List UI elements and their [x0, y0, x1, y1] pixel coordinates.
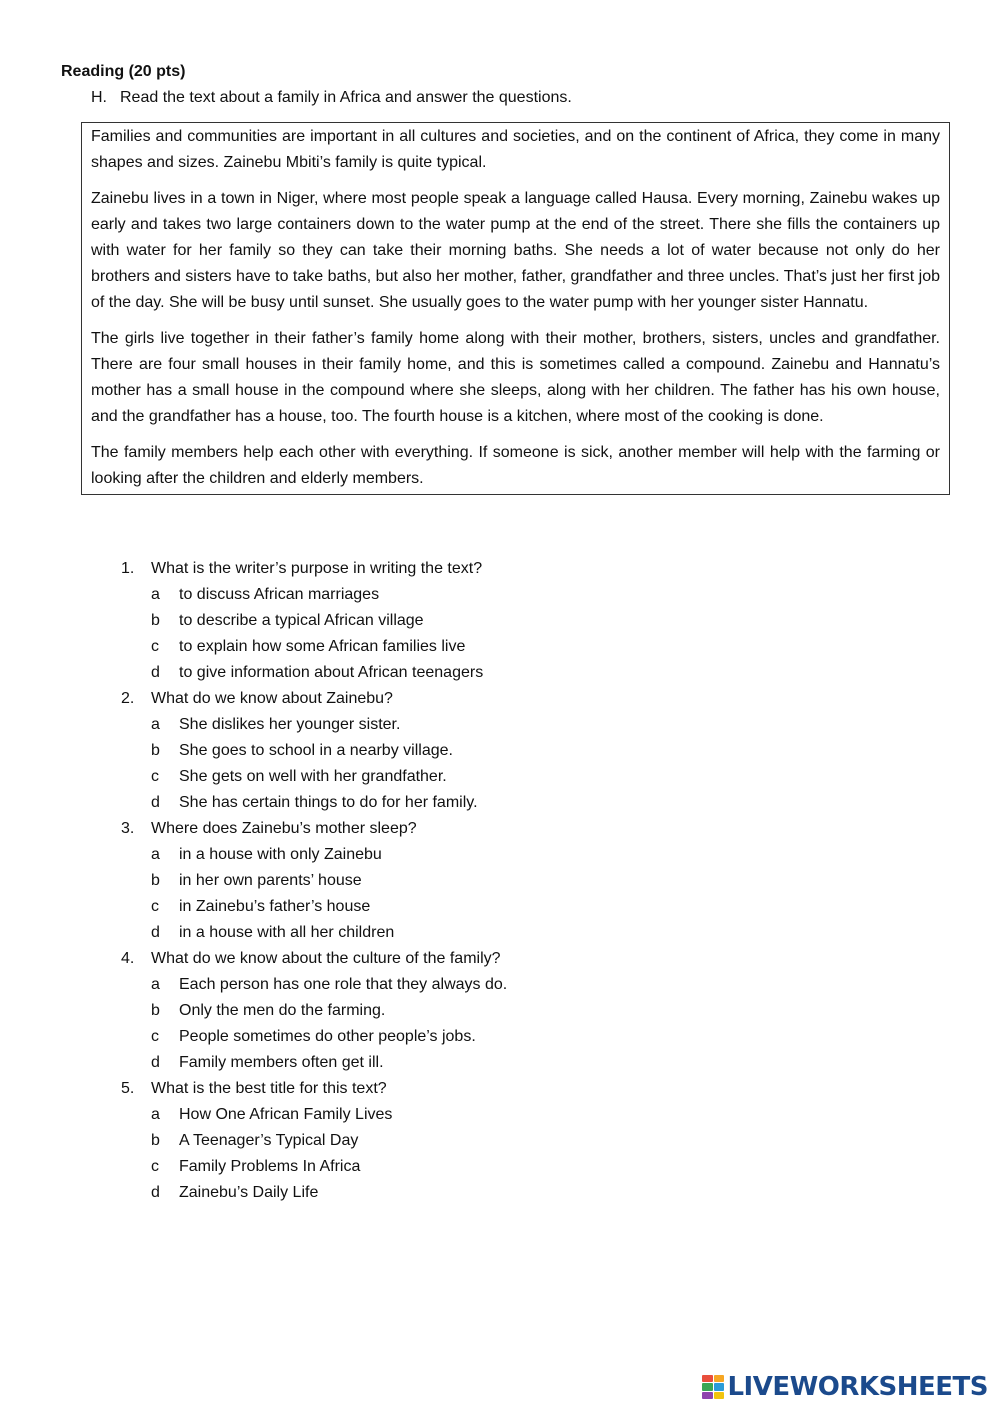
option-text: She has certain things to do for her family.: [179, 794, 478, 811]
instruction-text: Read the text about a family in Africa and answer the questions.: [120, 89, 572, 106]
option-2c[interactable]: [121, 764, 821, 790]
section-title: Reading (20 pts): [61, 63, 186, 80]
question-text: What is the best title for this text?: [151, 1080, 387, 1097]
option-text: People sometimes do other people’s jobs.: [179, 1028, 476, 1045]
option-text: to explain how some African families live: [179, 638, 466, 655]
question-number: 4.: [121, 950, 135, 967]
option-letter: c: [151, 1028, 159, 1045]
option-letter: d: [151, 1054, 160, 1071]
option-letter: b: [151, 612, 160, 629]
option-1c[interactable]: [121, 634, 821, 660]
option-text: She gets on well with her grandfather.: [179, 768, 447, 785]
option-letter: b: [151, 742, 160, 759]
option-2d[interactable]: [121, 790, 821, 816]
option-letter: d: [151, 1184, 160, 1201]
option-4d[interactable]: [121, 1050, 821, 1076]
option-3b[interactable]: [121, 868, 821, 894]
option-3c[interactable]: [121, 894, 821, 920]
logo-tile: [714, 1383, 725, 1390]
option-1a[interactable]: [121, 582, 821, 608]
option-1b[interactable]: [121, 608, 821, 634]
reading-passage: [81, 122, 950, 495]
instruction-letter: H.: [91, 89, 107, 106]
option-letter: c: [151, 898, 159, 915]
passage-paragraph: The family members help each other with everything. If someone is sick, another member will help with the farming or looking after the children and elderly members.: [91, 444, 940, 487]
option-text: to describe a typical African village: [179, 612, 424, 629]
option-letter: c: [151, 1158, 159, 1175]
option-text: Family members often get ill.: [179, 1054, 384, 1071]
passage-paragraph: Zainebu lives in a town in Niger, where most people speak a language called Hausa. Every morning, Zainebu wakes up early and takes two large containers down to the water pump at the end of the street. There she fills the containers up with water for her family so they can take their morning baths. She needs a lot of water because not only do her brothers and sisters have to take baths, but also her mother, father, grandfather and three uncles. That’s just her first job of the day. She will be busy until sunset. She usually goes to the water pump with her younger sister Hannatu.: [91, 190, 940, 311]
question-2: [121, 686, 821, 712]
option-letter: c: [151, 768, 159, 785]
option-3d[interactable]: [121, 920, 821, 946]
option-text: to give information about African teenagers: [179, 664, 484, 681]
option-text: in a house with only Zainebu: [179, 846, 382, 863]
option-letter: d: [151, 794, 160, 811]
logo-tile: [714, 1375, 725, 1382]
option-text: Zainebu’s Daily Life: [179, 1184, 319, 1201]
instruction: [91, 87, 572, 109]
option-text: Family Problems In Africa: [179, 1158, 361, 1175]
question-number: 5.: [121, 1080, 135, 1097]
passage-paragraph: Families and communities are important in all cultures and societies, and on the continent of Africa, they come in many shapes and sizes. Zainebu Mbiti’s family is quite typical.: [91, 128, 940, 171]
question-number: 3.: [121, 820, 135, 837]
option-text: A Teenager’s Typical Day: [179, 1132, 359, 1149]
question-number: 2.: [121, 690, 135, 707]
option-5a[interactable]: [121, 1102, 821, 1128]
question-text: What do we know about Zainebu?: [151, 690, 393, 707]
question-4: [121, 946, 821, 972]
option-letter: d: [151, 924, 160, 941]
option-text: in her own parents’ house: [179, 872, 362, 889]
liveworksheets-logo[interactable]: [702, 1372, 988, 1402]
option-text: Only the men do the farming.: [179, 1002, 386, 1019]
question-number: 1.: [121, 560, 135, 577]
question-3: [121, 816, 821, 842]
option-text: to discuss African marriages: [179, 586, 380, 603]
option-2a[interactable]: [121, 712, 821, 738]
question-list: [121, 556, 821, 1206]
liveworksheets-logo-icon: [702, 1375, 724, 1399]
option-5c[interactable]: [121, 1154, 821, 1180]
option-text: She goes to school in a nearby village.: [179, 742, 453, 759]
logo-tile: [702, 1375, 713, 1382]
logo-text: LIVEWORKSHEETS: [727, 1372, 988, 1402]
option-letter: a: [151, 586, 160, 603]
option-text: How One African Family Lives: [179, 1106, 393, 1123]
option-text: in Zainebu’s father’s house: [179, 898, 371, 915]
option-4a[interactable]: [121, 972, 821, 998]
passage-paragraph: The girls live together in their father’s family home along with their mother, brothers, sisters, uncles and grandfather. There are four small houses in their family home, and this is sometimes called a compound. Zainebu and Hannatu’s mother has a small house in the compound where she sleeps, along with her children. The father has his own house, and the grandfather has a house, too. The fourth house is a kitchen, where most of the cooking is done.: [91, 330, 940, 425]
option-text: in a house with all her children: [179, 924, 395, 941]
logo-tile: [702, 1383, 713, 1390]
option-letter: b: [151, 872, 160, 889]
option-letter: d: [151, 664, 160, 681]
question-text: What is the writer’s purpose in writing the text?: [151, 560, 483, 577]
question-text: What do we know about the culture of the family?: [151, 950, 501, 967]
option-letter: a: [151, 1106, 160, 1123]
question-1: [121, 556, 821, 582]
option-letter: a: [151, 716, 160, 733]
option-1d[interactable]: [121, 660, 821, 686]
option-text: Each person has one role that they always do.: [179, 976, 508, 993]
option-text: She dislikes her younger sister.: [179, 716, 401, 733]
option-2b[interactable]: [121, 738, 821, 764]
question-text: Where does Zainebu’s mother sleep?: [151, 820, 417, 837]
option-letter: b: [151, 1002, 160, 1019]
logo-tile: [702, 1392, 713, 1399]
option-letter: a: [151, 846, 160, 863]
logo-tile: [714, 1392, 725, 1399]
question-5: [121, 1076, 821, 1102]
option-letter: b: [151, 1132, 160, 1149]
option-4b[interactable]: [121, 998, 821, 1024]
option-letter: a: [151, 976, 160, 993]
option-letter: c: [151, 638, 159, 655]
option-3a[interactable]: [121, 842, 821, 868]
option-4c[interactable]: [121, 1024, 821, 1050]
option-5d[interactable]: [121, 1180, 821, 1206]
option-5b[interactable]: [121, 1128, 821, 1154]
